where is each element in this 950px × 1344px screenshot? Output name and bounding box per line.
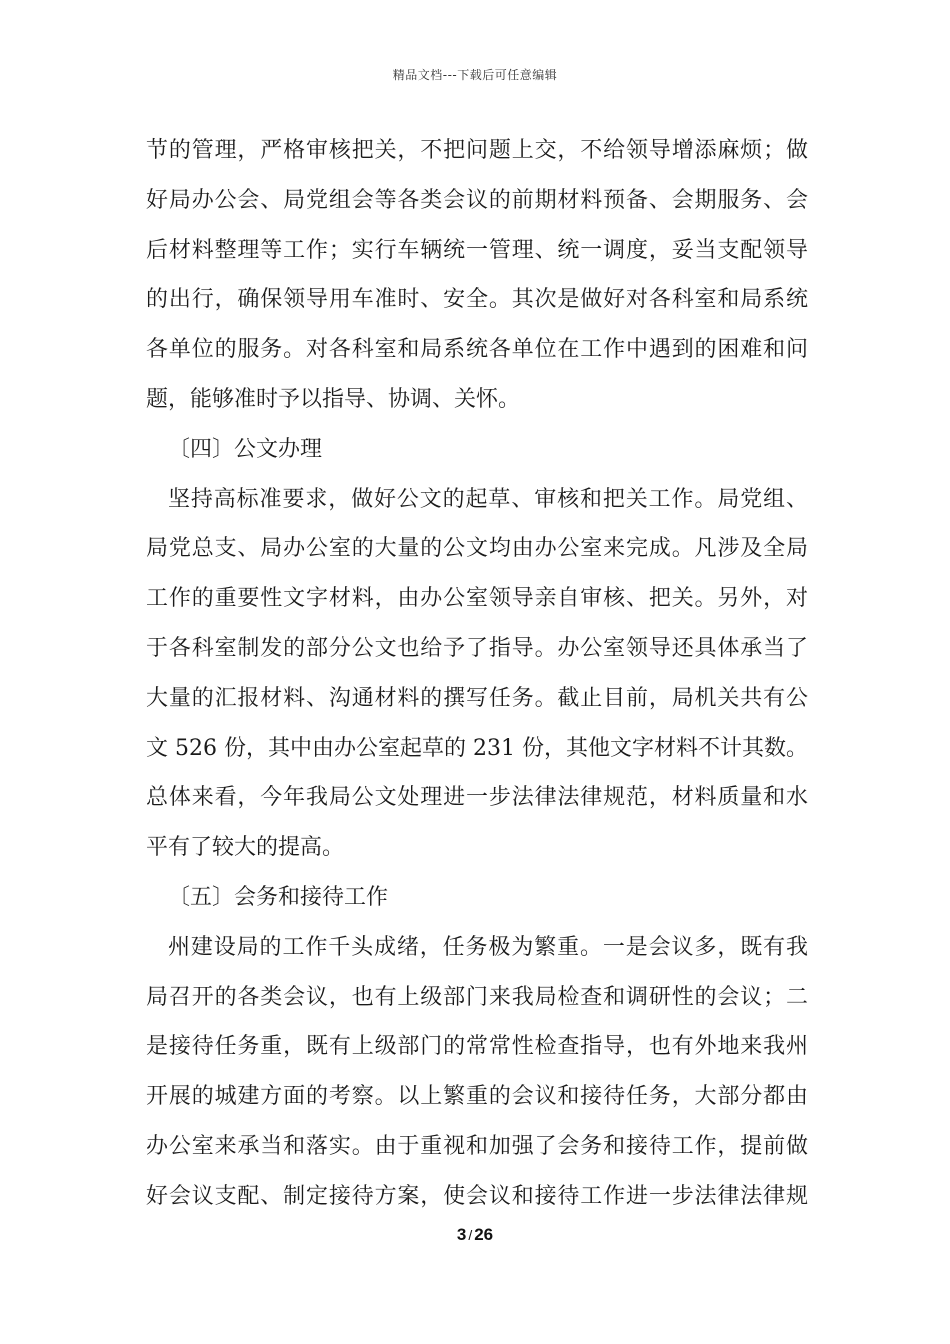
body-text <box>146 126 808 1222</box>
section-heading: 〔四〕公文办理 <box>168 436 323 462</box>
paragraph-line: 平有了较大的提高。 <box>146 835 345 861</box>
page-current: 3 <box>456 1225 467 1244</box>
paragraph-line: 题，能够准时予以指导、协调、关怀。 <box>146 386 521 412</box>
paragraph-line: 的出行，确保领导用车准时、安全。其次是做好对各科室和局系统 <box>146 287 808 313</box>
paragraph-line: 是接待任务重，既有上级部门的常常性检查指导，也有外地来我州 <box>146 1034 808 1060</box>
page-number <box>0 1225 950 1245</box>
section-heading: 〔五〕会务和接待工作 <box>168 884 389 910</box>
paragraph-line: 后材料整理等工作；实行车辆统一管理、统一调度，妥当支配领导 <box>146 237 808 263</box>
paragraph-line: 办公室来承当和落实。由于重视和加强了会务和接待工作，提前做 <box>146 1133 808 1159</box>
paragraph-line: 坚持高标准要求，做好公文的起草、审核和把关工作。局党组、 <box>168 486 808 512</box>
paragraph-line: 开展的城建方面的考察。以上繁重的会议和接待任务，大部分都由 <box>146 1084 808 1110</box>
page-separator: / <box>468 1227 473 1243</box>
paragraph-line: 大量的汇报材料、沟通材料的撰写任务。截止目前，局机关共有公 <box>146 685 808 711</box>
paragraph-line: 好局办公会、局党组会等各类会议的前期材料预备、会期服务、会 <box>146 187 808 213</box>
paragraph-line: 局召开的各类会议，也有上级部门来我局检查和调研性的会议；二 <box>146 984 808 1010</box>
paragraph-line: 于各科室制发的部分公文也给予了指导。办公室领导还具体承当了 <box>146 635 808 661</box>
page-total: 26 <box>474 1225 494 1244</box>
paragraph-line: 节的管理，严格审核把关，不把问题上交，不给领导增添麻烦；做 <box>146 138 808 163</box>
paragraph-line: 文 526 份，其中由办公室起草的 231 份，其他文字材料不计其数。 <box>146 735 808 761</box>
paragraph-line: 总体来看，今年我局公文处理进一步法律法律规范，材料质量和水 <box>146 785 808 811</box>
paragraph-line: 局党总支、局办公室的大量的公文均由办公室来完成。凡涉及全局 <box>146 536 808 562</box>
paragraph-line: 州建设局的工作千头成绪，任务极为繁重。一是会议多，既有我 <box>168 934 808 960</box>
paragraph-line: 工作的重要性文字材料，由办公室领导亲自审核、把关。另外，对 <box>146 586 808 612</box>
page-header: 精品文档---下载后可任意编辑 <box>392 68 558 82</box>
paragraph-line: 好会议支配、制定接待方案，使会议和接待工作进一步法律法律规 <box>146 1183 808 1209</box>
paragraph-line: 各单位的服务。对各科室和局系统各单位在工作中遇到的困难和问 <box>146 337 808 363</box>
